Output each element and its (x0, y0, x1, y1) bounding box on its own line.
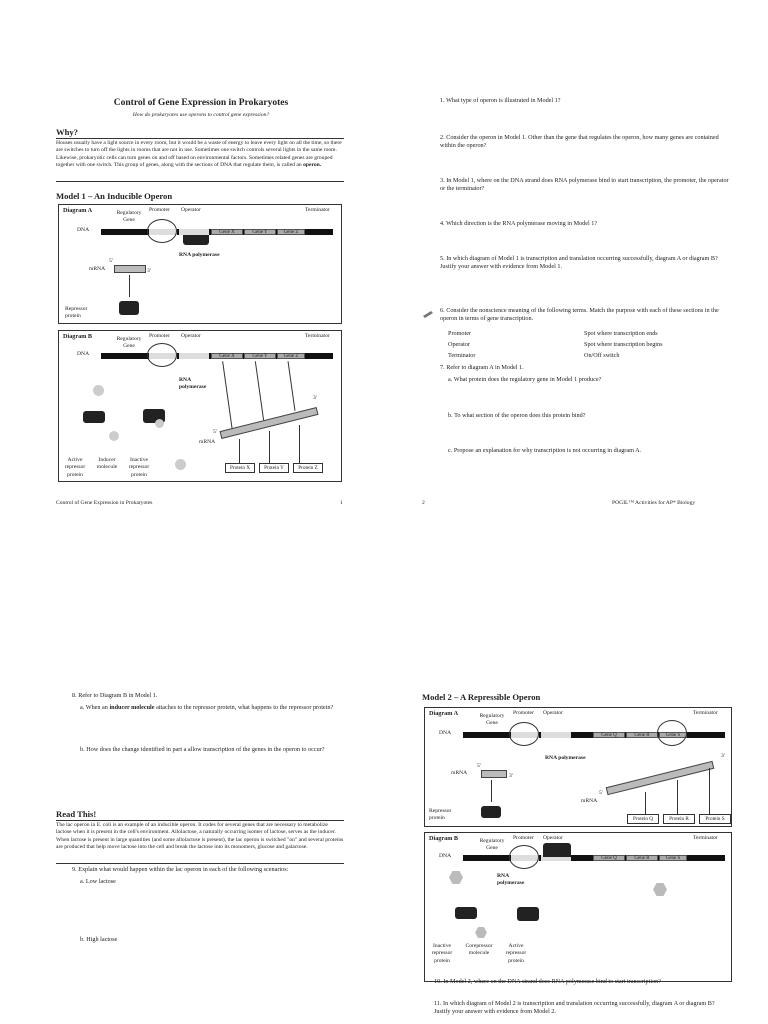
protein-q-box: Protein Q (627, 814, 659, 824)
question-3: 3. In Model 1, where on the DNA strand does RNA polymerase bind to start transcription, the promoter, the operator or the terminator? (440, 177, 729, 193)
active-repressor-shape (517, 907, 539, 921)
model1-heading: Model 1 – An Inducible Operon (56, 191, 173, 201)
operator-region (179, 353, 209, 359)
protein-x-box: Protein X (225, 463, 255, 473)
rna-polymerase-label: RNA polymerase (179, 252, 220, 258)
active-repressor-label: Active repressor protein (64, 457, 86, 478)
gene-x: Gene X (211, 229, 243, 235)
mrna-strand (606, 761, 715, 795)
corepressor-label: Corepressor molecule (465, 943, 493, 957)
promoter-label: Promoter (149, 207, 170, 213)
gene-q: Gene Q (593, 732, 625, 738)
terminator-label: Terminator (305, 207, 330, 213)
gene-r: Gene R (626, 855, 658, 861)
why-paragraph: Houses usually have a light source in every room, but it would be a waste of energy to leave every light on all the time, so there are switches to turn off the lights in rooms that are not in use. Sometimes one switch controls several lights in the same room. Likewise, prokaryotic cells can turn genes on and off based on environmental factors. Sometimes related genes are grouped together with one switch. This group of genes, along with the sections of DNA that regulate them, is called an (56, 140, 342, 168)
five-prime-small: 5' (477, 763, 481, 769)
active-repressor-shape (83, 411, 105, 423)
model1-diagram-a (58, 204, 342, 324)
question-9: 9. Explain what would happen within the lac operon in each of the following scenarios: (72, 866, 289, 873)
purpose-3: On/Off switch (584, 352, 620, 359)
question-11: 11. In which diagram of Model 2 is transcription and translation occurring successfully, diagram A or diagram B? Justify your answer with evidence from Model 2. (434, 1000, 715, 1016)
rna-polymerase-label: RNA polymerase (545, 755, 586, 761)
page-2 (384, 0, 768, 512)
q8a-post: attaches to the repressor protein, what happens to the repressor protein? (156, 704, 334, 711)
regulatory-gene-label: Regulatory Gene (479, 713, 505, 727)
page-4 (384, 512, 768, 1024)
regulatory-gene-label: Regulatory Gene (116, 210, 142, 224)
dna-label: DNA (439, 730, 452, 736)
page-title: Control of Gene Expression in Prokaryotes (113, 98, 289, 108)
question-8b: b. How does the change identified in part a allow transcription of the genes in the operon to occur? (80, 746, 325, 753)
corepressor-hexagon (475, 925, 487, 943)
inducer-molecule-label: Inducer molecule (96, 457, 118, 471)
question-8a (80, 704, 342, 712)
inducer-molecule-shape (109, 431, 119, 441)
operator-label: Operator (543, 835, 563, 841)
mrna-strand (114, 265, 146, 273)
page-subtitle: How do prokaryotes use operons to control gene expression? (132, 112, 270, 118)
mrna-label: mRNA (89, 266, 106, 272)
operator-label: Operator (543, 710, 563, 716)
question-6: 6. Consider the nonscience meaning of the following terms. Match the purpose with each of these sections in the operon in terms of gene transcription. (440, 307, 719, 323)
diagram-label: Diagram B (63, 333, 93, 340)
repressor-on-operator (543, 843, 571, 857)
gene-y: Gene Y (244, 229, 276, 235)
pencil-icon (422, 305, 434, 313)
page-number: 1 (340, 500, 343, 506)
inducer-molecule-shape (93, 385, 104, 396)
question-2: 2. Consider the operon in Model 1. Other than the gene that regulates the operon, how many genes are contained within the operon? (440, 134, 719, 150)
dna-label: DNA (77, 227, 90, 233)
inactive-repressor-label: Inactive repressor protein (431, 943, 453, 964)
question-9a: a. Low lactose (80, 878, 116, 885)
gene-r: Gene R (626, 732, 658, 738)
protein-s-box: Protein S (699, 814, 731, 824)
term-promoter: Promoter (448, 330, 472, 337)
why-text (56, 140, 344, 169)
polymerase-circle (657, 720, 687, 746)
terminator-label: Terminator (693, 835, 718, 841)
q8a-pre: a. When an (80, 704, 108, 711)
repressor-on-operator (183, 235, 209, 245)
read-this-text: The lac operon in E. coli is an example of an inducible operon. It codes for several genes that are necessary to metabolize lactose when it is present in the cell's environment. Allolactose, a naturally occurring isomer of lactose, serves as the inducer. When lactose is present in large quantities (and some allolactose is present), the lac operon is switched "on" and several proteins are produced that help move lactose into the cell and break the lactose into its monomers, glucose and galactose. (56, 822, 344, 850)
term-terminator: Terminator (448, 352, 476, 359)
repressor-protein-shape (119, 301, 139, 315)
page-1 (0, 0, 384, 512)
inducer-molecule-shape (175, 459, 186, 470)
three-prime: 3' (313, 395, 317, 401)
read-this-heading: Read This! (56, 809, 97, 819)
footer-right: POGIL™ Activities for AP* Biology (612, 500, 696, 506)
dna-label: DNA (439, 853, 452, 859)
dna-label: DNA (77, 351, 90, 357)
purpose-1: Spot where transcription ends (584, 330, 658, 337)
gene-s: Gene S (659, 732, 687, 738)
question-9b: b. High lactose (80, 936, 118, 943)
gene-z: Gene Z (277, 353, 305, 359)
regulatory-gene-label: Regulatory Gene (479, 838, 505, 852)
question-7c: c. Propose an explanation for why transcription is not occurring in diagram A. (448, 447, 642, 454)
question-10: 10. In Model 2, where on the DNA strand does RNA polymerase bind to start transcription? (434, 978, 662, 985)
inactive-repressor-shape (455, 907, 477, 919)
operator-label: Operator (181, 207, 201, 213)
three-prime: 3' (147, 268, 151, 274)
diagram-label: Diagram A (63, 207, 93, 214)
question-1: 1. What type of operon is illustrated in Model 1? (440, 97, 561, 104)
promoter-label: Promoter (513, 710, 534, 716)
five-prime: 5' (599, 790, 603, 796)
page-number: 2 (422, 500, 425, 506)
question-7: 7. Refer to diagram A in Model 1. (440, 364, 524, 371)
question-7a: a. What protein does the regulatory gene in Model 1 produce? (448, 376, 602, 383)
inactive-repressor-label: Inactive repressor protein (128, 457, 150, 478)
three-prime: 3' (721, 753, 725, 759)
question-7b: b. To what section of the operon does this protein bind? (448, 412, 586, 419)
three-prime-small: 3' (509, 773, 513, 779)
repressor-label: Repressor protein (429, 808, 452, 822)
gene-s: Gene S (659, 855, 687, 861)
repressor-protein-shape (481, 806, 501, 818)
inducer-molecule-shape (155, 419, 164, 428)
page-3 (0, 512, 384, 1024)
question-4: 4. Which direction is the RNA polymerase moving in Model 1? (440, 220, 598, 227)
diagram-label: Diagram B (429, 835, 459, 842)
protein-z-box: Protein Z (293, 463, 323, 473)
promoter-label: Promoter (513, 835, 534, 841)
promoter-circle (509, 722, 539, 746)
corepressor-hexagon (653, 883, 667, 901)
footer-left: Control of Gene Expression in Prokaryotes (56, 500, 153, 506)
gene-x: Gene X (211, 353, 243, 359)
terminator-label: Terminator (305, 333, 330, 339)
model1-diagram-b (58, 330, 342, 482)
gene-z: Gene Z (277, 229, 305, 235)
protein-r-box: Protein R (663, 814, 695, 824)
repressor-label: Repressor protein (65, 306, 88, 320)
diagram-label: Diagram A (429, 710, 459, 717)
why-bold-term: operon. (303, 161, 322, 168)
why-heading: Why? (56, 127, 78, 137)
term-operator: Operator (448, 341, 470, 348)
mrna-label: mRNA (199, 439, 216, 445)
q8a-bold: inducer molecule (109, 704, 155, 711)
promoter-circle (147, 343, 177, 367)
mrna-small (481, 770, 507, 778)
operator-label: Operator (181, 333, 201, 339)
rna-polymerase-label: RNA polymerase (497, 873, 525, 887)
purpose-2: Spot where transcription begins (584, 341, 663, 348)
model2-diagram-a (424, 707, 732, 827)
question-8: 8. Refer to Diagram B in Model 1. (72, 692, 158, 699)
regulatory-gene-label: Regulatory Gene (116, 336, 142, 350)
rna-polymerase-label: RNA polymerase (179, 377, 207, 391)
five-prime: 5' (213, 429, 217, 435)
gene-q: Gene Q (593, 855, 625, 861)
model2-diagram-b (424, 832, 732, 982)
mrna-label: mRNA (581, 798, 598, 804)
protein-y-box: Protein Y (259, 463, 289, 473)
gene-y: Gene Y (244, 353, 276, 359)
corepressor-hexagon (449, 871, 463, 889)
promoter-circle (509, 845, 539, 869)
five-prime: 5' (109, 258, 113, 264)
promoter-label: Promoter (149, 333, 170, 339)
operator-region (541, 732, 571, 738)
model2-heading: Model 2 – A Repressible Operon (422, 692, 541, 702)
active-repressor-label: Active repressor protein (505, 943, 527, 964)
terminator-label: Terminator (693, 710, 718, 716)
promoter-circle (147, 219, 177, 243)
mrna-label-small: mRNA (451, 770, 468, 776)
question-5: 5. In which diagram of Model 1 is transcription and translation occurring successfully, diagram A or diagram B? Justify your answer with evidence from Model 1. (440, 255, 718, 271)
